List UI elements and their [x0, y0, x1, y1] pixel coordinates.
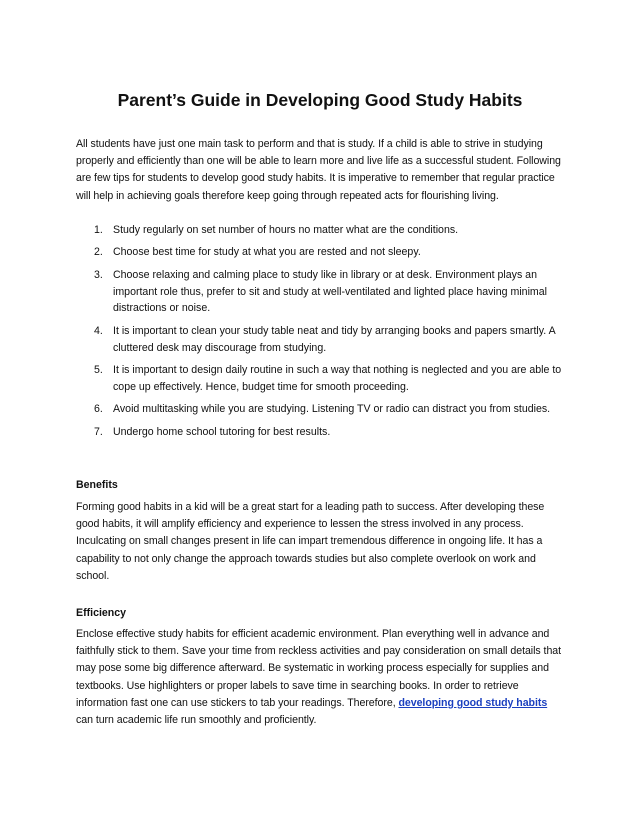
list-item-number: 4. — [94, 324, 103, 337]
list-item-text: It is important to design daily routine in such a way that nothing is neglected and you are able to cope up effectively. Hence, budget time for smooth proceeding. — [113, 363, 562, 393]
list-item-number: 3. — [94, 268, 103, 281]
list-item — [76, 401, 566, 418]
list-item — [76, 362, 566, 396]
list-item-number: 5. — [94, 363, 103, 376]
list-item — [76, 244, 566, 261]
tips-list — [76, 222, 566, 446]
efficiency-text-end: can turn academic life run smoothly and proficiently. — [76, 714, 317, 727]
list-item — [76, 267, 566, 317]
benefits-paragraph: Forming good habits in a kid will be a great start for a leading path to success. After developing these good habits, it will amplify efficiency and experience to lessen the stress involved in any process. Inculcating on small changes present in life can impart tremendous difference in ongoing life. It has a capability to not only change the approach towards studies but also complete overlook on work and school. — [76, 501, 545, 582]
benefits-heading: Benefits — [76, 479, 118, 491]
list-item-number: 6. — [94, 403, 103, 416]
efficiency-paragraph — [76, 626, 566, 729]
list-item-text: It is important to clean your study table neat and tidy by arranging books and papers smartly. A cluttered desk may discourage from studying. — [113, 324, 556, 354]
list-item-text: Choose best time for study at what you are rested and not sleepy. — [113, 246, 421, 259]
list-item — [76, 222, 566, 239]
efficiency-text-start: Enclose effective study habits for efficient academic environment. Plan everything well in advance and faithfully stick to them. Save your time from reckless activities and pay consideration on small details that may pose some big difference afterward. Be systematic in working process especially for supplies and textbooks. Use highlighters or proper labels to save time in searching books. In order to retrieve information fast one can use stickers to tab your readings. Therefore, — [76, 628, 562, 709]
list-item — [76, 424, 566, 441]
list-item-text: Choose relaxing and calming place to study like in library or at desk. Environment plays an important role thus, prefer to sit and study at well-ventilated and lighted place having minimal distractions or noise. — [113, 268, 547, 315]
list-item-text: Undergo home school tutoring for best results. — [113, 425, 331, 438]
document-title: Parent’s Guide in Developing Good Study Habits — [117, 90, 523, 110]
list-item-number: 2. — [94, 246, 103, 259]
list-item-number: 1. — [94, 224, 103, 236]
list-item — [76, 323, 566, 357]
intro-paragraph: All students have just one main task to perform and that is study. If a child is able to strive in studying properly and efficiently than one will be able to learn more and live life as a successful student. Following are few tips for students to develop good study habits. It is imperative to remember that regular practice will help in achieving goals therefore keep going through repeated acts for flourishing living. — [76, 138, 561, 202]
list-item-number: 7. — [94, 425, 103, 438]
list-item-text: Study regularly on set number of hours no matter what are the conditions. — [113, 224, 459, 236]
study-habits-link[interactable]: developing good study habits — [398, 696, 548, 709]
efficiency-heading: Efficiency — [76, 607, 127, 619]
list-item-text: Avoid multitasking while you are studying. Listening TV or radio can distract you from studies. — [113, 403, 551, 416]
